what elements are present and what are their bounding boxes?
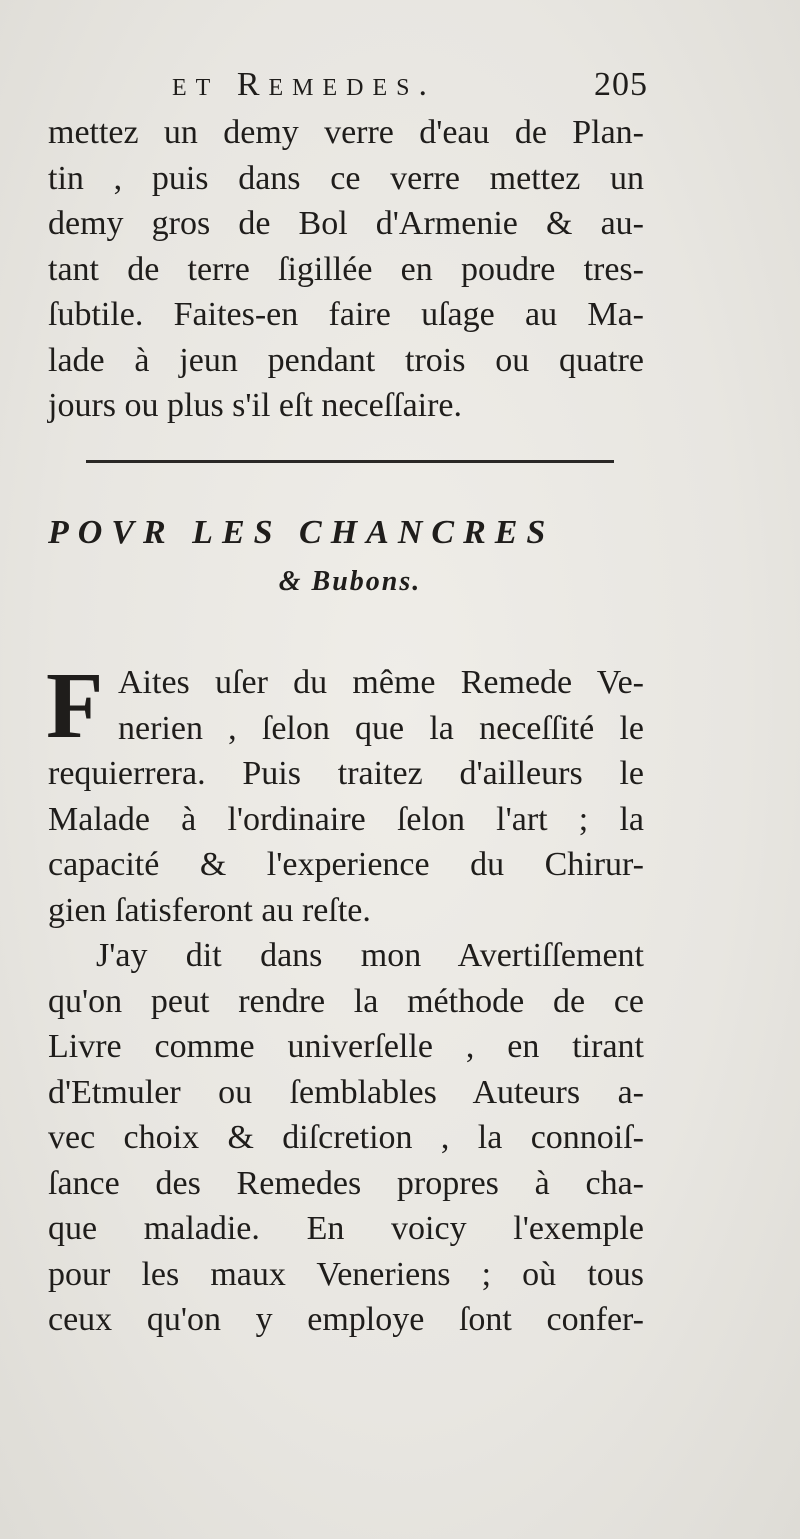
section-divider	[86, 460, 614, 463]
running-title: et Remedes.	[172, 66, 436, 103]
top-paragraph	[48, 110, 644, 429]
text-line: vec choix & diſcretion , la connoiſ-	[48, 1119, 644, 1156]
text-line: mettez un demy verre d'eau de Plan-	[48, 114, 644, 151]
section-heading: POVR LES CHANCRES	[48, 514, 555, 551]
text-line: ſubtile. Faites-en faire uſage au Ma-	[48, 296, 644, 333]
section-subheading: & Bubons.	[278, 566, 422, 597]
text-line: tant de terre ſigillée en poudre tres-	[48, 250, 644, 288]
text-line: J'ay dit dans mon Avertiſſement	[96, 937, 644, 974]
text-line: tin , puis dans ce verre mettez un	[48, 159, 644, 197]
text-line: Malade à l'ordinaire ſelon l'art ; la	[48, 800, 644, 838]
text-line: capacité & l'experience du Chirur-	[48, 846, 644, 883]
text-line: qu'on peut rendre la méthode de ce	[48, 982, 644, 1020]
text-line: demy gros de Bol d'Armenie & au-	[48, 205, 644, 242]
text-line: ſance des Remedes propres à cha-	[48, 1164, 644, 1202]
text-line: lade à jeun pendant trois ou quatre	[48, 341, 644, 379]
running-head	[48, 66, 648, 110]
text-line: que maladie. En voicy l'exemple	[48, 1210, 644, 1247]
page-number: 205	[594, 66, 648, 103]
body-text	[46, 654, 644, 1343]
text-line: jours ou plus s'il eſt neceſſaire.	[48, 387, 463, 424]
text-line: ceux qu'on y employe ſont confer-	[48, 1301, 644, 1338]
text-line: Livre comme univerſelle , en tirant	[48, 1028, 644, 1065]
text-line: gien ſatisferont au reſte.	[48, 891, 371, 929]
text-line: d'Etmuler ou ſemblables Auteurs a-	[48, 1073, 644, 1111]
text-line: nerien , ſelon que la neceſſité le	[118, 709, 644, 747]
text-line: requierrera. Puis traitez d'ailleurs le	[48, 755, 644, 792]
text-line: Aites uſer du même Remede Ve-	[118, 664, 644, 701]
text-line: pour les maux Veneriens ; où tous	[48, 1255, 644, 1293]
drop-cap: F	[46, 654, 104, 758]
